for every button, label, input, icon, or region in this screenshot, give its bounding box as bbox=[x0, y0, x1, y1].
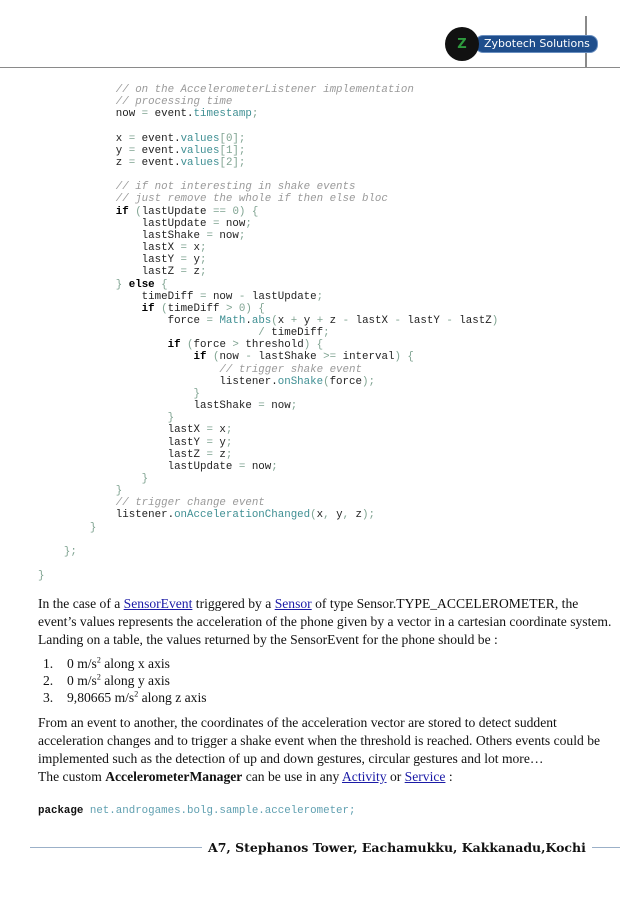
class-name: AccelerometerManager bbox=[105, 769, 243, 784]
list-item bbox=[38, 672, 207, 689]
code-line: y = event.values[1]; bbox=[38, 144, 246, 157]
logo-text: Zybotech Solutions bbox=[475, 35, 598, 53]
code-line bbox=[38, 120, 498, 132]
paragraph-sensor-event bbox=[38, 595, 618, 649]
header-divider bbox=[0, 67, 620, 68]
activity-link[interactable]: Activity bbox=[341, 769, 387, 784]
text: or bbox=[386, 769, 405, 784]
code-line bbox=[38, 558, 498, 570]
axis-text: along z axis bbox=[138, 690, 207, 705]
text: of type Sensor.TYPE_ACCELEROMETER, the event’s values represents the acceleration of the phone given by a vector in a cartesian coordinate system. Landing on a table, the values returned by the SensorEvent for the phone should be : bbox=[38, 596, 612, 647]
code-line: x = event.values[0]; bbox=[38, 132, 246, 145]
code-line: if (now - lastShake >= interval) { bbox=[193, 351, 414, 364]
footer-line-right bbox=[592, 847, 620, 848]
company-logo bbox=[445, 27, 598, 61]
value: 0 m/s bbox=[67, 656, 97, 671]
code-line: listener.onAccelerationChanged(x, y, z); bbox=[38, 509, 375, 522]
list-item bbox=[38, 689, 207, 706]
package-name: net.androgames.bolg.sample.accelerometer; bbox=[83, 805, 356, 817]
superscript: 2 bbox=[96, 655, 101, 665]
value: 0 m/s bbox=[67, 673, 97, 688]
list-number: 3. bbox=[43, 690, 54, 705]
code-line: lastY = y; bbox=[38, 254, 207, 267]
code-line: force = Math.abs(x + y + z - lastX - lastY - lastZ) bbox=[38, 314, 499, 327]
code-line: listener.onShake(force); bbox=[38, 375, 375, 388]
paragraph-events: From an event to another, the coordinates of the acceleration vector are stored to detect suddent acceleration changes and to trigger a shake event when the threshold is reached. Others events could be implemented such as the detection of up and down gestures, circular gestures and lot more… bbox=[38, 715, 601, 766]
code-line: / timeDiff; bbox=[258, 327, 330, 340]
superscript: 2 bbox=[96, 672, 101, 682]
package-keyword: package bbox=[38, 805, 84, 817]
code-line bbox=[38, 169, 498, 181]
text: The custom bbox=[38, 769, 106, 784]
code-line: } bbox=[115, 485, 123, 498]
sensorevent-link[interactable]: SensorEvent bbox=[123, 596, 193, 611]
code-line: // just remove the whole if then else bloc bbox=[115, 193, 388, 206]
service-link[interactable]: Service bbox=[404, 769, 446, 784]
text: can be use in any bbox=[242, 769, 342, 784]
code-line bbox=[38, 534, 498, 546]
list-item bbox=[38, 655, 207, 672]
code-line: timeDiff = now - lastUpdate; bbox=[38, 290, 324, 303]
code-block bbox=[38, 84, 498, 582]
footer-line-left bbox=[30, 847, 202, 848]
code-line: } bbox=[141, 473, 149, 485]
list-number: 1. bbox=[43, 656, 54, 671]
code-line: lastShake = now; bbox=[38, 229, 246, 242]
code-line: lastZ = z; bbox=[38, 266, 207, 279]
code-line: // if not interesting in shake events bbox=[115, 181, 356, 194]
list-number: 2. bbox=[43, 673, 54, 688]
code-line: z = event.values[2]; bbox=[38, 156, 246, 169]
code-line: lastZ = z; bbox=[38, 448, 233, 461]
text: In the case of a bbox=[38, 596, 124, 611]
code-line: } else { bbox=[115, 278, 168, 291]
text: : bbox=[445, 769, 453, 784]
code-line: if (timeDiff > 0) { bbox=[141, 302, 265, 315]
code-line: // processing time bbox=[115, 96, 233, 109]
paragraph-manager bbox=[38, 768, 618, 786]
footer-address: A7, Stephanos Tower, Eachamukku, Kakkanadu,Kochi bbox=[208, 840, 586, 855]
acceleration-values-list bbox=[38, 655, 207, 706]
code-line: if (lastUpdate == 0) { bbox=[115, 205, 259, 218]
package-line bbox=[38, 805, 356, 817]
superscript: 2 bbox=[134, 689, 139, 699]
code-line: }; bbox=[63, 545, 77, 558]
footer bbox=[0, 840, 638, 855]
code-line: lastShake = now; bbox=[38, 400, 298, 413]
code-line: lastY = y; bbox=[38, 436, 233, 449]
code-line: // trigger change event bbox=[115, 497, 265, 510]
code-line: now = event.timestamp; bbox=[38, 108, 259, 121]
code-line: lastUpdate = now; bbox=[38, 460, 278, 473]
code-line: lastX = x; bbox=[38, 242, 207, 255]
code-line: } bbox=[167, 412, 175, 425]
code-line: } bbox=[193, 387, 200, 400]
code-line: } bbox=[89, 521, 97, 534]
text: triggered by a bbox=[192, 596, 275, 611]
value: 9,80665 m/s bbox=[67, 690, 135, 705]
code-line: } bbox=[38, 570, 45, 583]
code-line: // on the AccelerometerListener implementation bbox=[115, 84, 414, 96]
code-line: // trigger shake event bbox=[219, 363, 362, 376]
code-line: lastX = x; bbox=[38, 424, 233, 437]
code-line: if (force > threshold) { bbox=[167, 339, 324, 352]
sensor-link[interactable]: Sensor bbox=[274, 596, 312, 611]
axis-text: along x axis bbox=[100, 656, 170, 671]
code-line: lastUpdate = now; bbox=[38, 217, 252, 230]
axis-text: along y axis bbox=[100, 673, 170, 688]
logo-mark: Z bbox=[445, 27, 479, 61]
